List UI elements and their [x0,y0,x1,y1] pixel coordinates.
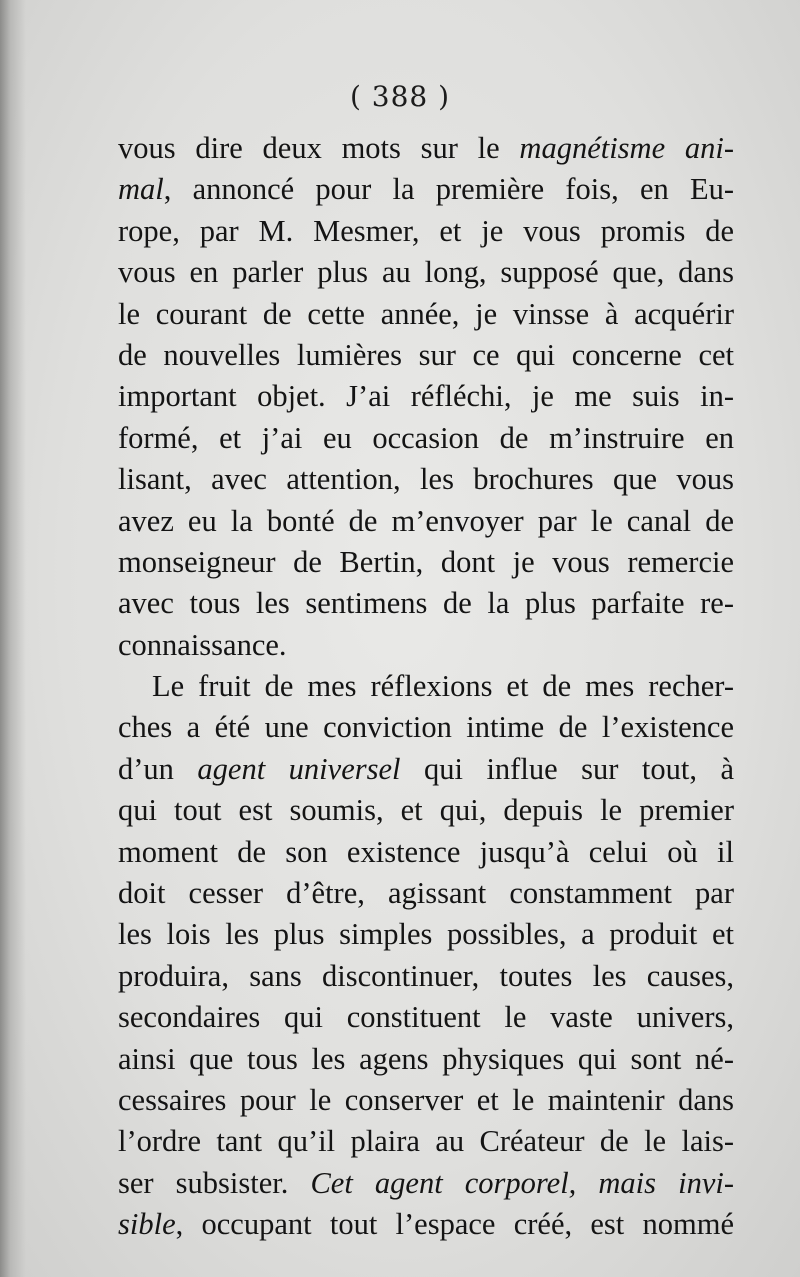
text-line [118,666,734,707]
roman-text: ser subsister. [118,1165,311,1200]
roman-text: ainsi que tous les agens physiques qui sont né- [118,1041,734,1076]
roman-text: vous en parler plus au long, supposé que, dans [118,255,734,290]
italic-text: Cet agent corporel, mais invi- [310,1165,734,1200]
italic-text: mal [118,172,164,207]
roman-text: lisant, avec attention, les brochures que vous [118,462,734,497]
text-line [118,501,734,542]
roman-text: avez eu la bonté de m’envoyer par le canal de [118,503,734,538]
body-text [118,128,734,1246]
roman-text: monseigneur de Bertin, dont je vous remercie [118,544,734,579]
text-line [118,1080,734,1121]
italic-text: agent universel [197,751,401,786]
text-line [118,252,734,293]
roman-text: connaissance. [118,627,287,662]
text-line [118,211,734,252]
roman-text: l’ordre tant qu’il plaira au Créateur de le lais- [118,1124,734,1159]
text-line [118,418,734,459]
gutter-shadow [0,0,26,1277]
text-line [118,956,734,997]
roman-text: avec tous les sentimens de la plus parfaite re- [118,586,734,621]
roman-text: d’un [118,751,198,786]
roman-text: le courant de cette année, je vinsse à acquérir [118,296,734,331]
text-line [118,873,734,914]
text-line [118,542,734,583]
text-line [118,625,734,666]
text-line [118,169,734,210]
roman-text: moment de son existence jusqu’à celui où il [118,834,734,869]
text-line [118,832,734,873]
text-line [118,1121,734,1162]
roman-text: important objet. J’ai réfléchi, je me suis in- [118,379,734,414]
text-line [118,914,734,955]
roman-text: qui influe sur tout, à [400,751,734,786]
text-line [118,335,734,376]
roman-text: ches a été une conviction intime de l’existence [118,710,734,745]
text-line [118,583,734,624]
roman-text: formé, et j’ai eu occasion de m’instruire en [118,420,734,455]
page-number: ( 388 ) [349,80,451,113]
roman-text: produira, sans discontinuer, toutes les causes, [118,958,734,993]
text-line [118,1204,734,1245]
text-line [118,790,734,831]
italic-text: sible [118,1207,176,1242]
roman-text: les lois les plus simples possibles, a produit et [118,917,734,952]
text-line [118,459,734,500]
roman-text: , annoncé pour la première fois, en Eu- [163,172,734,207]
text-line [118,997,734,1038]
roman-text: de nouvelles lumières sur ce qui concerne cet [118,337,734,372]
text-line [118,1039,734,1080]
roman-text: Le fruit de mes réflexions et de mes recher- [152,669,734,704]
text-line [118,749,734,790]
roman-text: cessaires pour le conserver et le maintenir dans [118,1082,734,1117]
italic-text: magnétisme ani- [519,131,734,165]
roman-text: doit cesser d’être, agissant constamment par [118,876,734,911]
roman-text: vous dire deux mots sur le [118,131,520,165]
text-line [118,1163,734,1204]
text-line [118,707,734,748]
roman-text: qui tout est soumis, et qui, depuis le premier [118,793,734,828]
text-line [118,128,734,169]
roman-text: , occupant tout l’espace créé, est nommé [175,1207,734,1242]
text-line [118,294,734,335]
text-line [118,376,734,417]
roman-text: secondaires qui constituent le vaste univers, [118,1000,734,1035]
roman-text: rope, par M. Mesmer, et je vous promis de [118,213,734,248]
